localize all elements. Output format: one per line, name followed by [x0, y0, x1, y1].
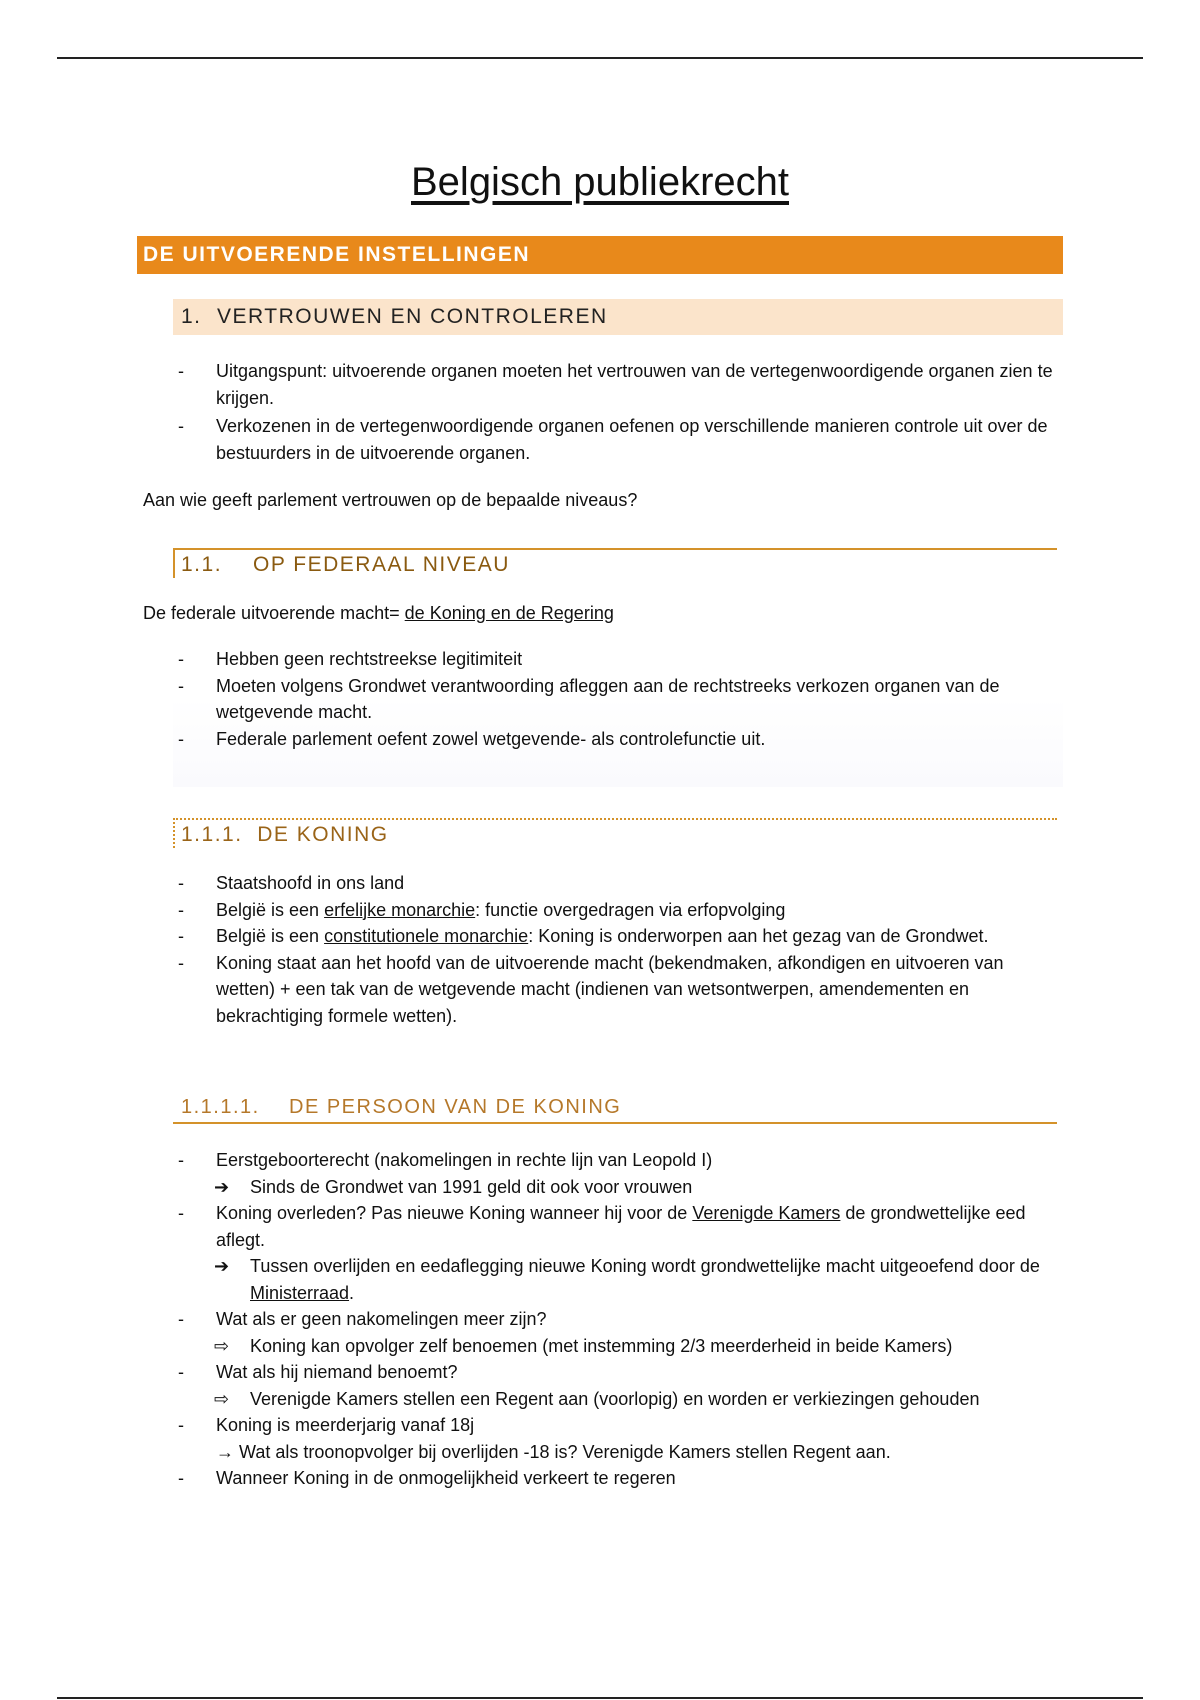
heading-2-number: 1.	[181, 305, 202, 328]
dash-bullet: -	[178, 1309, 184, 1329]
sub-list-item: ➔ Tussen overlijden en eedaflegging nieuwe Koning wordt grondwettelijke macht uitgeoefend door de Ministerraad.	[178, 1253, 1058, 1306]
dash-bullet: -	[178, 728, 184, 749]
list-item: - Federale parlement oefent zowel wetgevende- als controlefunctie uit.	[178, 726, 1058, 753]
dash-bullet: -	[178, 675, 184, 696]
federal-list	[178, 646, 1058, 752]
heading-4-text: DE KONING	[257, 823, 389, 846]
heading-2	[173, 299, 1063, 335]
top-rule	[57, 57, 1143, 59]
bold-arrow-icon: ➔	[214, 1256, 230, 1276]
list-item: - Eerstgeboorterecht (nakomelingen in rechte lijn van Leopold I) ➔ Sinds de Grondwet van 1991 geld dit ook voor vrouwen	[178, 1147, 1058, 1200]
heading-3-number: 1.1.	[181, 553, 223, 576]
page-title: Belgisch publiekrecht	[411, 160, 789, 204]
dash-bullet: -	[178, 416, 184, 436]
sub-list-item: ➔ Sinds de Grondwet van 1991 geld dit ook voor vrouwen	[178, 1174, 1058, 1201]
dash-bullet: -	[178, 926, 184, 946]
list-item: - Moeten volgens Grondwet verantwoording afleggen aan de rechtstreeks verkozen organen van de wetgevende macht.	[178, 673, 1058, 726]
heading-3-text: OP FEDERAAL NIVEAU	[253, 553, 510, 576]
dash-bullet: -	[178, 1362, 184, 1382]
list-item: - Wanneer Koning in de onmogelijkheid verkeert te regeren	[178, 1465, 1058, 1492]
intro-list	[178, 358, 1058, 466]
list-item: - Verkozenen in de vertegenwoordigende organen oefenen op verschillende manieren controle uit over de bestuurders in de uitvoerende organen.	[178, 413, 1058, 466]
question-text: Aan wie geeft parlement vertrouwen op de bepaalde niveaus?	[143, 490, 638, 510]
dash-bullet: -	[178, 899, 184, 920]
dash-bullet: -	[178, 873, 184, 893]
dash-bullet: -	[178, 1415, 184, 1435]
list-item: - Uitgangspunt: uitvoerende organen moeten het vertrouwen van de vertegenwoordigende organen zien te krijgen.	[178, 358, 1058, 411]
koning-list	[178, 870, 1058, 1029]
list-item: - Koning staat aan het hoofd van de uitvoerende macht (bekendmaken, afkondigen en uitvoeren van wetten) + een tak van de wetgevende macht (indienen van wetsontwerpen, amendementen en bekrachtiging formele wetten).	[178, 950, 1058, 1030]
dash-bullet: -	[178, 1203, 184, 1223]
list-item: - Koning overleden? Pas nieuwe Koning wanneer hij voor de Verenigde Kamers de grondwettelijke eed aflegt. ➔ Tussen overlijden en eedaflegging nieuwe Koning wordt grondwettelijke macht uitgeoefend door de Ministerraad.	[178, 1200, 1058, 1306]
bottom-rule	[57, 1697, 1143, 1699]
heading-2-text: VERTROUWEN EN CONTROLEREN	[217, 305, 608, 328]
list-item: - België is een erfelijke monarchie: functie overgedragen via erfopvolging	[178, 897, 1058, 924]
persoon-list	[178, 1147, 1058, 1492]
list-item: - Hebben geen rechtstreekse legitimiteit	[178, 646, 1058, 673]
dash-bullet: -	[178, 649, 184, 669]
heading-5-number: 1.1.1.1.	[181, 1096, 260, 1118]
hollow-arrow-icon: ⇨	[214, 1335, 230, 1356]
heading-1: DE UITVOERENDE INSTELLINGEN	[137, 236, 1063, 274]
sub-list-item: ⇨ Koning kan opvolger zelf benoemen (met instemming 2/3 meerderheid in beide Kamers)	[178, 1333, 1058, 1360]
heading-5-text: DE PERSOON VAN DE KONING	[289, 1096, 622, 1118]
list-item: - Staatshoofd in ons land	[178, 870, 1058, 897]
list-item: - Koning is meerderjarig vanaf 18j → Wat als troonopvolger bij overlijden -18 is? Verenigde Kamers stellen Regent aan.	[178, 1412, 1058, 1465]
heading-3	[173, 548, 1057, 578]
federal-underlined: de Koning en de Regering	[404, 603, 614, 623]
list-item: - Wat als hij niemand benoemt? ⇨ Verenigde Kamers stellen een Regent aan (voorlopig) en worden er verkiezingen gehouden	[178, 1359, 1058, 1412]
bold-arrow-icon: ➔	[214, 1176, 230, 1197]
heading-4-number: 1.1.1.	[181, 823, 243, 846]
hollow-arrow-icon: ⇨	[214, 1388, 230, 1409]
dash-bullet: -	[178, 1468, 184, 1488]
inline-arrow-note: → Wat als troonopvolger bij overlijden -18 is? Verenigde Kamers stellen Regent aan.	[216, 1441, 891, 1462]
dash-bullet: -	[178, 1150, 184, 1170]
heading-4	[173, 818, 1057, 848]
dash-bullet: -	[178, 361, 184, 381]
sub-list-item: ⇨ Verenigde Kamers stellen een Regent aan (voorlopig) en worden er verkiezingen gehouden	[178, 1386, 1058, 1413]
dash-bullet: -	[178, 952, 184, 973]
federal-paragraph: De federale uitvoerende macht= de Koning en de Regering	[143, 603, 614, 623]
list-item: - België is een constitutionele monarchie: Koning is onderworpen aan het gezag van de Grondwet.	[178, 923, 1058, 950]
list-item: - Wat als er geen nakomelingen meer zijn? ⇨ Koning kan opvolger zelf benoemen (met instemming 2/3 meerderheid in beide Kamers)	[178, 1306, 1058, 1359]
heading-5	[173, 1090, 1057, 1124]
